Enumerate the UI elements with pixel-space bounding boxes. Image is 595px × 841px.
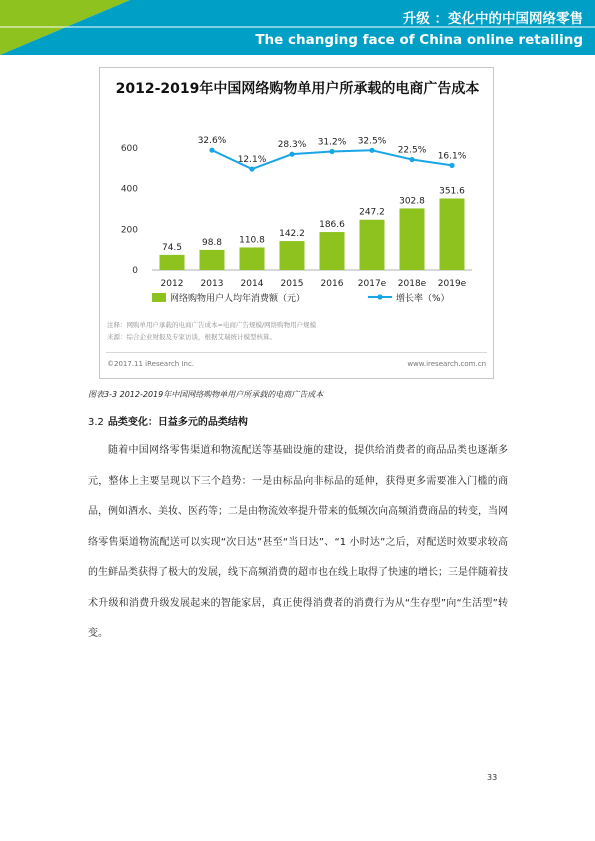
legend-label-line: 增长率（%） (396, 294, 450, 304)
x-tick-label: 2016 (320, 279, 344, 289)
bar (440, 199, 465, 270)
bar (160, 255, 185, 270)
bar (280, 241, 305, 270)
header-banner (0, 0, 595, 55)
bar (200, 250, 225, 270)
growth-point (289, 152, 294, 157)
page-number: 33 (487, 773, 498, 782)
bar-value-label: 98.8 (201, 237, 223, 248)
section-title: 品类变化：日益多元的品类结构 (107, 417, 248, 428)
chart-svg (100, 68, 495, 352)
x-tick-label: 2014 (240, 279, 264, 289)
growth-point (209, 148, 214, 153)
growth-value-label: 32.5% (357, 136, 387, 147)
bar-value-label: 302.8 (399, 196, 425, 207)
bar-value-label: 74.5 (161, 242, 183, 253)
y-tick-label: 600 (120, 144, 138, 154)
growth-value-label: 28.3% (277, 140, 307, 151)
body-paragraph: 随着中国网络零售渠道和物流配送等基础设施的建设，提供给消费者的商品品类也逐渐多元，整体上主要呈现以下三个趋势：一是由标品向非标品的延伸，获得更多需要准入门槛的商品，例如酒水、美妆、医药等；二是由物流效率提升带来的低频次向高频消费商品的转变，当网络零售渠道物流配送可以实现“次日达”甚至“当日达”、“1 小时达”之后，对配送时效要求较高的生鲜品类获得了极大的发展，线下高频消费的超市也在线上取得了快速的增长；三是伴随着技术升级和消费升级发展起来的智能家居，真正使得消费者的消费行为从“生存型”向“生活型”转变。 (88, 445, 508, 639)
y-tick-label: 400 (120, 184, 138, 195)
legend-swatch-marker (377, 294, 382, 299)
bar-value-label: 110.8 (239, 235, 265, 246)
bar (360, 220, 385, 270)
x-tick-label: 2012 (160, 279, 184, 289)
x-tick-label: 2018e (397, 279, 427, 289)
growth-point (449, 163, 454, 168)
x-tick-label: 2017e (357, 279, 387, 289)
x-tick-label: 2015 (280, 279, 304, 289)
growth-point (369, 148, 374, 153)
chart-figure (99, 67, 494, 379)
section-heading (88, 413, 248, 428)
growth-value-label: 12.1% (237, 155, 267, 166)
chart-source: 来源：综合企业财报及专家访谈，根据艾瑞统计模型核算。 (107, 333, 276, 341)
bar-value-label: 142.2 (279, 229, 305, 240)
growth-point (409, 157, 414, 162)
legend-label-bar: 网络购物用户人均年消费额（元） (170, 294, 306, 304)
growth-value-label: 32.6% (197, 136, 227, 147)
growth-value-label: 22.5% (397, 145, 427, 156)
bar (320, 232, 345, 270)
x-tick-label: 2019e (437, 279, 467, 289)
chart-title: 2012-2019年中国网络购物单用户所承载的电商广告成本 (115, 81, 480, 97)
bar-value-label: 351.6 (439, 186, 465, 197)
y-tick-label: 200 (120, 225, 138, 236)
section-number: 3.2 (88, 417, 104, 428)
figure-copyright: ©2017.11 iResearch Inc. (107, 360, 195, 368)
legend-swatch-bar (152, 293, 166, 302)
bar (240, 247, 265, 270)
bar-value-label: 186.6 (319, 220, 345, 231)
figure-divider (106, 352, 487, 353)
x-tick-label: 2013 (200, 279, 224, 289)
figure-website: www.iresearch.com.cn (407, 360, 486, 368)
growth-point (249, 166, 254, 171)
figure-caption: 图表3-3 2012-2019年中国网络购物单用户所承载的电商广告成本 (88, 390, 324, 399)
header-title-cn: 升级 ：变化中的中国网络零售 (402, 11, 583, 27)
bar (400, 208, 425, 270)
chart-note: 注释：网购单用户承载的电商广告成本=电商广告规模/网络购物用户规模 (107, 321, 317, 329)
growth-value-label: 31.2% (317, 137, 347, 148)
bar-value-label: 247.2 (359, 207, 385, 218)
y-tick-label: 0 (132, 266, 138, 276)
growth-value-label: 16.1% (437, 151, 467, 162)
header-title-en: The changing face of China online retailing (255, 32, 583, 48)
growth-point (329, 149, 334, 154)
